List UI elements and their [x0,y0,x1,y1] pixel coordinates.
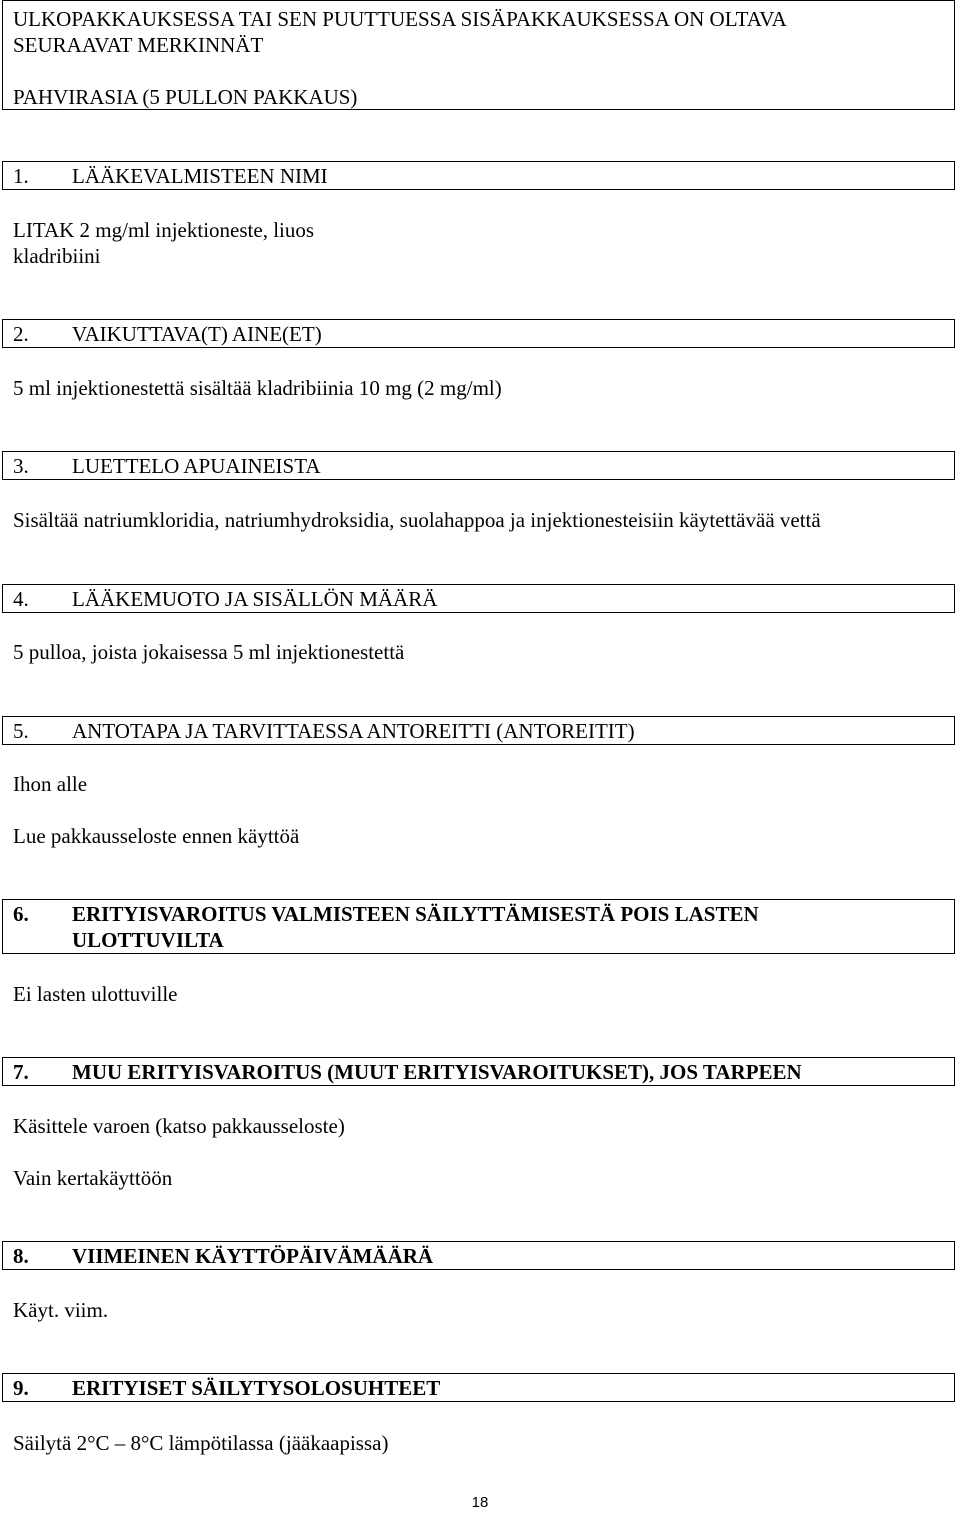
section-6-line-1: Ei lasten ulottuville [13,982,178,1006]
section-number: 7. [13,1060,29,1084]
section-title: LUETTELO APUAINEISTA [72,454,321,478]
section-3-line-1: Sisältää natriumkloridia, natriumhydroksidia, suolahappoa ja injektionesteisiin käytettävää vettä [13,508,821,532]
section-title: LÄÄKEVALMISTEEN NIMI [72,164,328,188]
section-7-line-2: Vain kertakäyttöön [13,1166,173,1190]
section-title: VIIMEINEN KÄYTTÖPÄIVÄMÄÄRÄ [72,1244,434,1268]
section-2-line-1: 5 ml injektionestettä sisältää kladribiinia 10 mg (2 mg/ml) [13,376,502,400]
page-number: 18 [471,1494,489,1511]
section-number: 1. [13,164,29,188]
section-number: 2. [13,322,29,346]
section-title: ERITYISET SÄILYTYSOLOSUHTEET [72,1376,441,1400]
section-title: LÄÄKEMUOTO JA SISÄLLÖN MÄÄRÄ [72,587,438,611]
top-heading-line2: SEURAAVAT MERKINNÄT [13,33,264,57]
section-title-line1: ERITYISVAROITUS VALMISTEEN SÄILYTTÄMISESTÄ POIS LASTEN [72,902,759,926]
section-number: 9. [13,1376,29,1400]
section-title: ANTOTAPA JA TARVITTAESSA ANTOREITTI (ANTOREITIT) [72,719,635,743]
section-title-line2: ULOTTUVILTA [72,928,224,952]
section-7-line-1: Käsittele varoen (katso pakkausseloste) [13,1114,345,1138]
section-number: 8. [13,1244,29,1268]
section-4-line-1: 5 pulloa, joista jokaisessa 5 ml injektionestettä [13,640,405,664]
section-8-line-1: Käyt. viim. [13,1298,109,1322]
section-1-line-1: LITAK 2 mg/ml injektioneste, liuos [13,218,315,242]
section-number: 5. [13,719,29,743]
section-9-line-1: Säilytä 2°C – 8°C lämpötilassa (jääkaapissa) [13,1431,389,1455]
section-1-line-2: kladribiini [13,244,101,268]
top-subheading: PAHVIRASIA (5 PULLON PAKKAUS) [13,85,358,109]
section-number: 4. [13,587,29,611]
section-5-line-2: Lue pakkausseloste ennen käyttöä [13,824,300,848]
section-number: 3. [13,454,29,478]
section-number: 6. [13,902,29,926]
section-title: MUU ERITYISVAROITUS (MUUT ERITYISVAROITUKSET), JOS TARPEEN [72,1060,802,1084]
section-title: VAIKUTTAVA(T) AINE(ET) [72,322,322,346]
top-heading-line1: ULKOPAKKAUKSESSA TAI SEN PUUTTUESSA SISÄPAKKAUKSESSA ON OLTAVA [13,7,787,31]
section-5-line-1: Ihon alle [13,772,88,796]
